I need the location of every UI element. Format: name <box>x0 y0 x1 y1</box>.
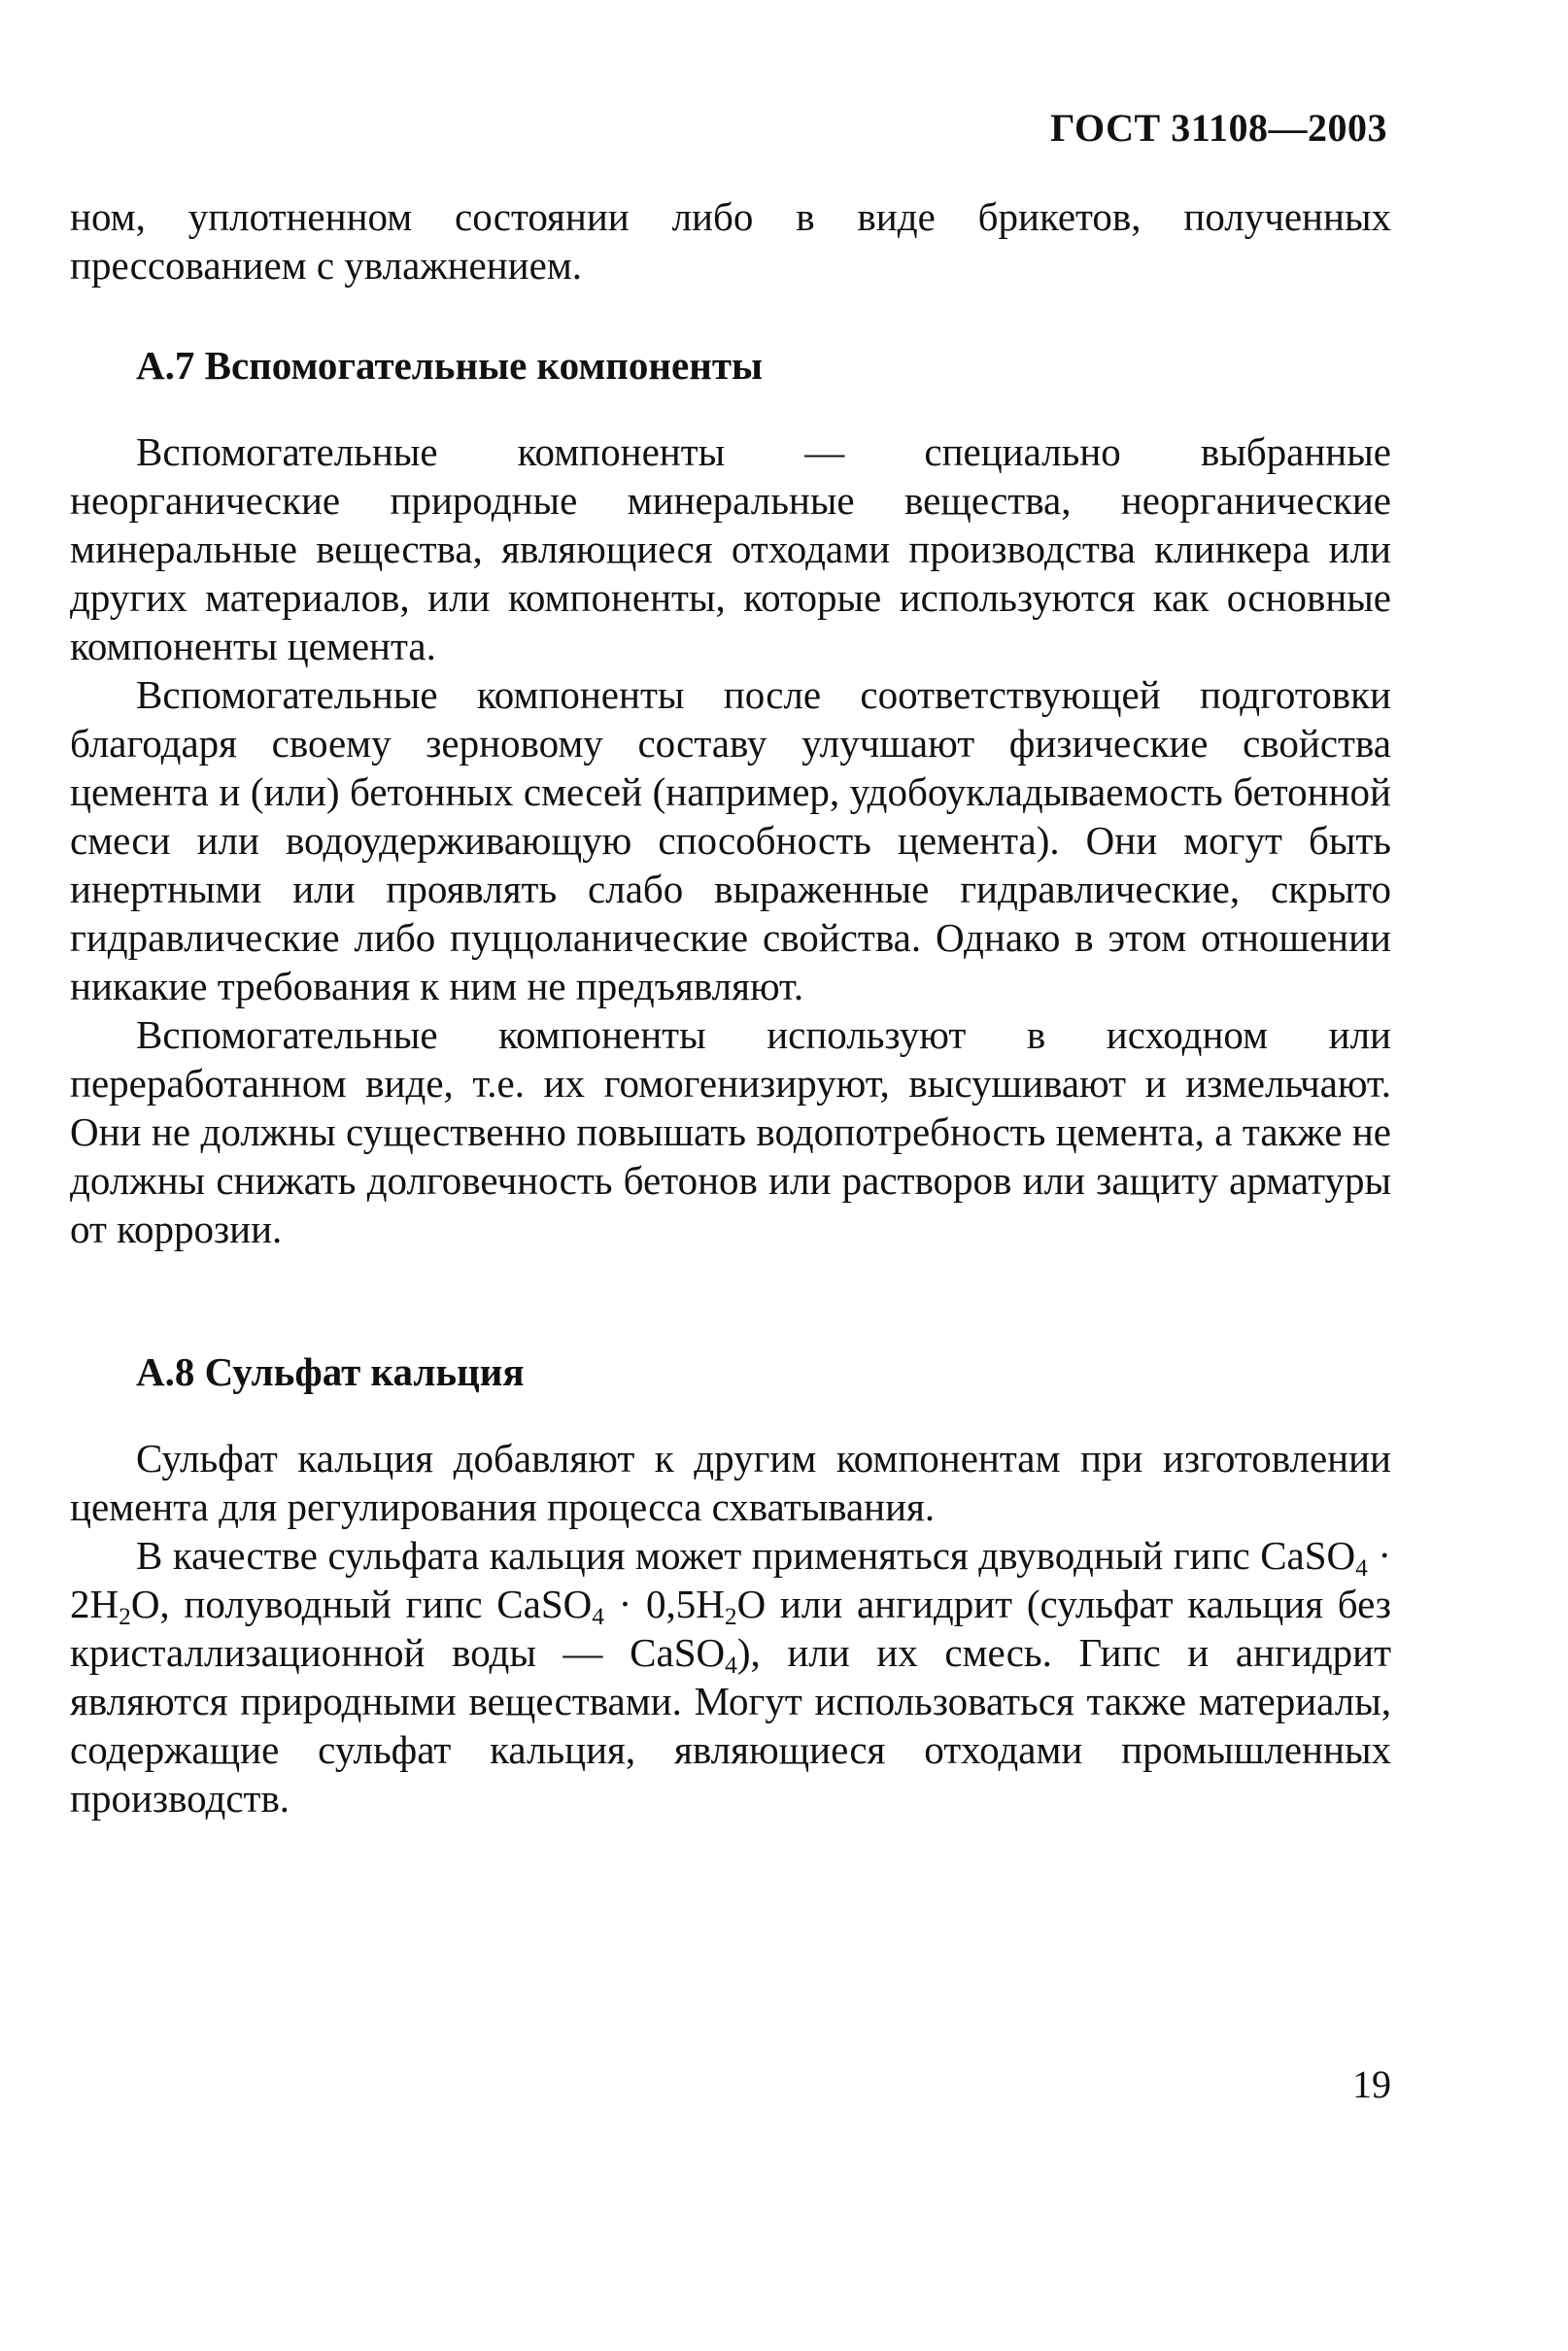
subscript: 4 <box>725 1652 737 1680</box>
document-code: ГОСТ 31108—2003 <box>1050 106 1387 150</box>
paragraph: Вспомогательные компоненты после соответствующей подготовки благодаря своему зерновому составу улучшают физические свойства цемента и (или) бетонных смесей (например, удобоукладываемость бетонной смеси или водоудерживающую способность цемента). Они могут быть инертными или проявлять слабо выраженные гидравлические, скрыто гидравлические либо пуццоланические свойства. Однако в этом отношении никакие требования к ним не предъявляют. <box>70 672 1391 1008</box>
text-run: O, полуводный гипс CaSO <box>130 1582 593 1626</box>
section-a8-body <box>70 1434 1391 1823</box>
paragraph: Вспомогательные компоненты — специально выбранные неорганические природные минеральные вещества, неорганические минеральные вещества, являющиеся отходами производства клинкера или других материалов, или компоненты, которые используются как основные компоненты цемента. <box>70 429 1391 668</box>
text-run: В качестве сульфата кальция может применяться двуводный гипс CaSO <box>136 1533 1356 1578</box>
text-run: · 0,5H <box>603 1582 725 1626</box>
text-run: O или ангидрит (сульфат кальция без кристаллизационной воды — CaSO <box>70 1582 1392 1675</box>
continuation-block <box>70 192 1391 290</box>
section-heading-a7: А.7 Вспомогательные компоненты <box>136 343 763 388</box>
subscript: 4 <box>592 1603 604 1631</box>
paragraph-with-formulas <box>70 1531 1391 1823</box>
paragraph: Сульфат кальция добавляют к другим компонентам при изготовлении цемента для регулирования процесса схватывания. <box>70 1436 1391 1529</box>
paragraph: Вспомогательные компоненты используют в исходном или переработанном виде, т.е. их гомогенизируют, высушивают и измельчают. Они не должны существенно повышать водопотребность цемента, а также не должны снижать долговечность бетонов или растворов или защиту арматуры от коррозии. <box>70 1012 1391 1251</box>
section-heading-a8: А.8 Сульфат кальция <box>136 1349 525 1394</box>
subscript: 4 <box>1355 1554 1368 1583</box>
subscript: 2 <box>724 1603 737 1631</box>
subscript: 2 <box>119 1603 131 1631</box>
section-a7-body <box>70 427 1391 1253</box>
text-run: · 2H <box>70 1533 1392 1626</box>
continuation-paragraph: ном, уплотненном состоянии либо в виде брикетов, полученных прессованием с увлажнением. <box>70 194 1391 288</box>
page-number: 19 <box>1352 2062 1391 2106</box>
text-run: ), или их смесь. Гипс и ангидрит являются природными веществами. Могут использоваться также материалы, содержащие сульфат кальция, являющиеся отходами промышленных производств. <box>70 1630 1391 1821</box>
